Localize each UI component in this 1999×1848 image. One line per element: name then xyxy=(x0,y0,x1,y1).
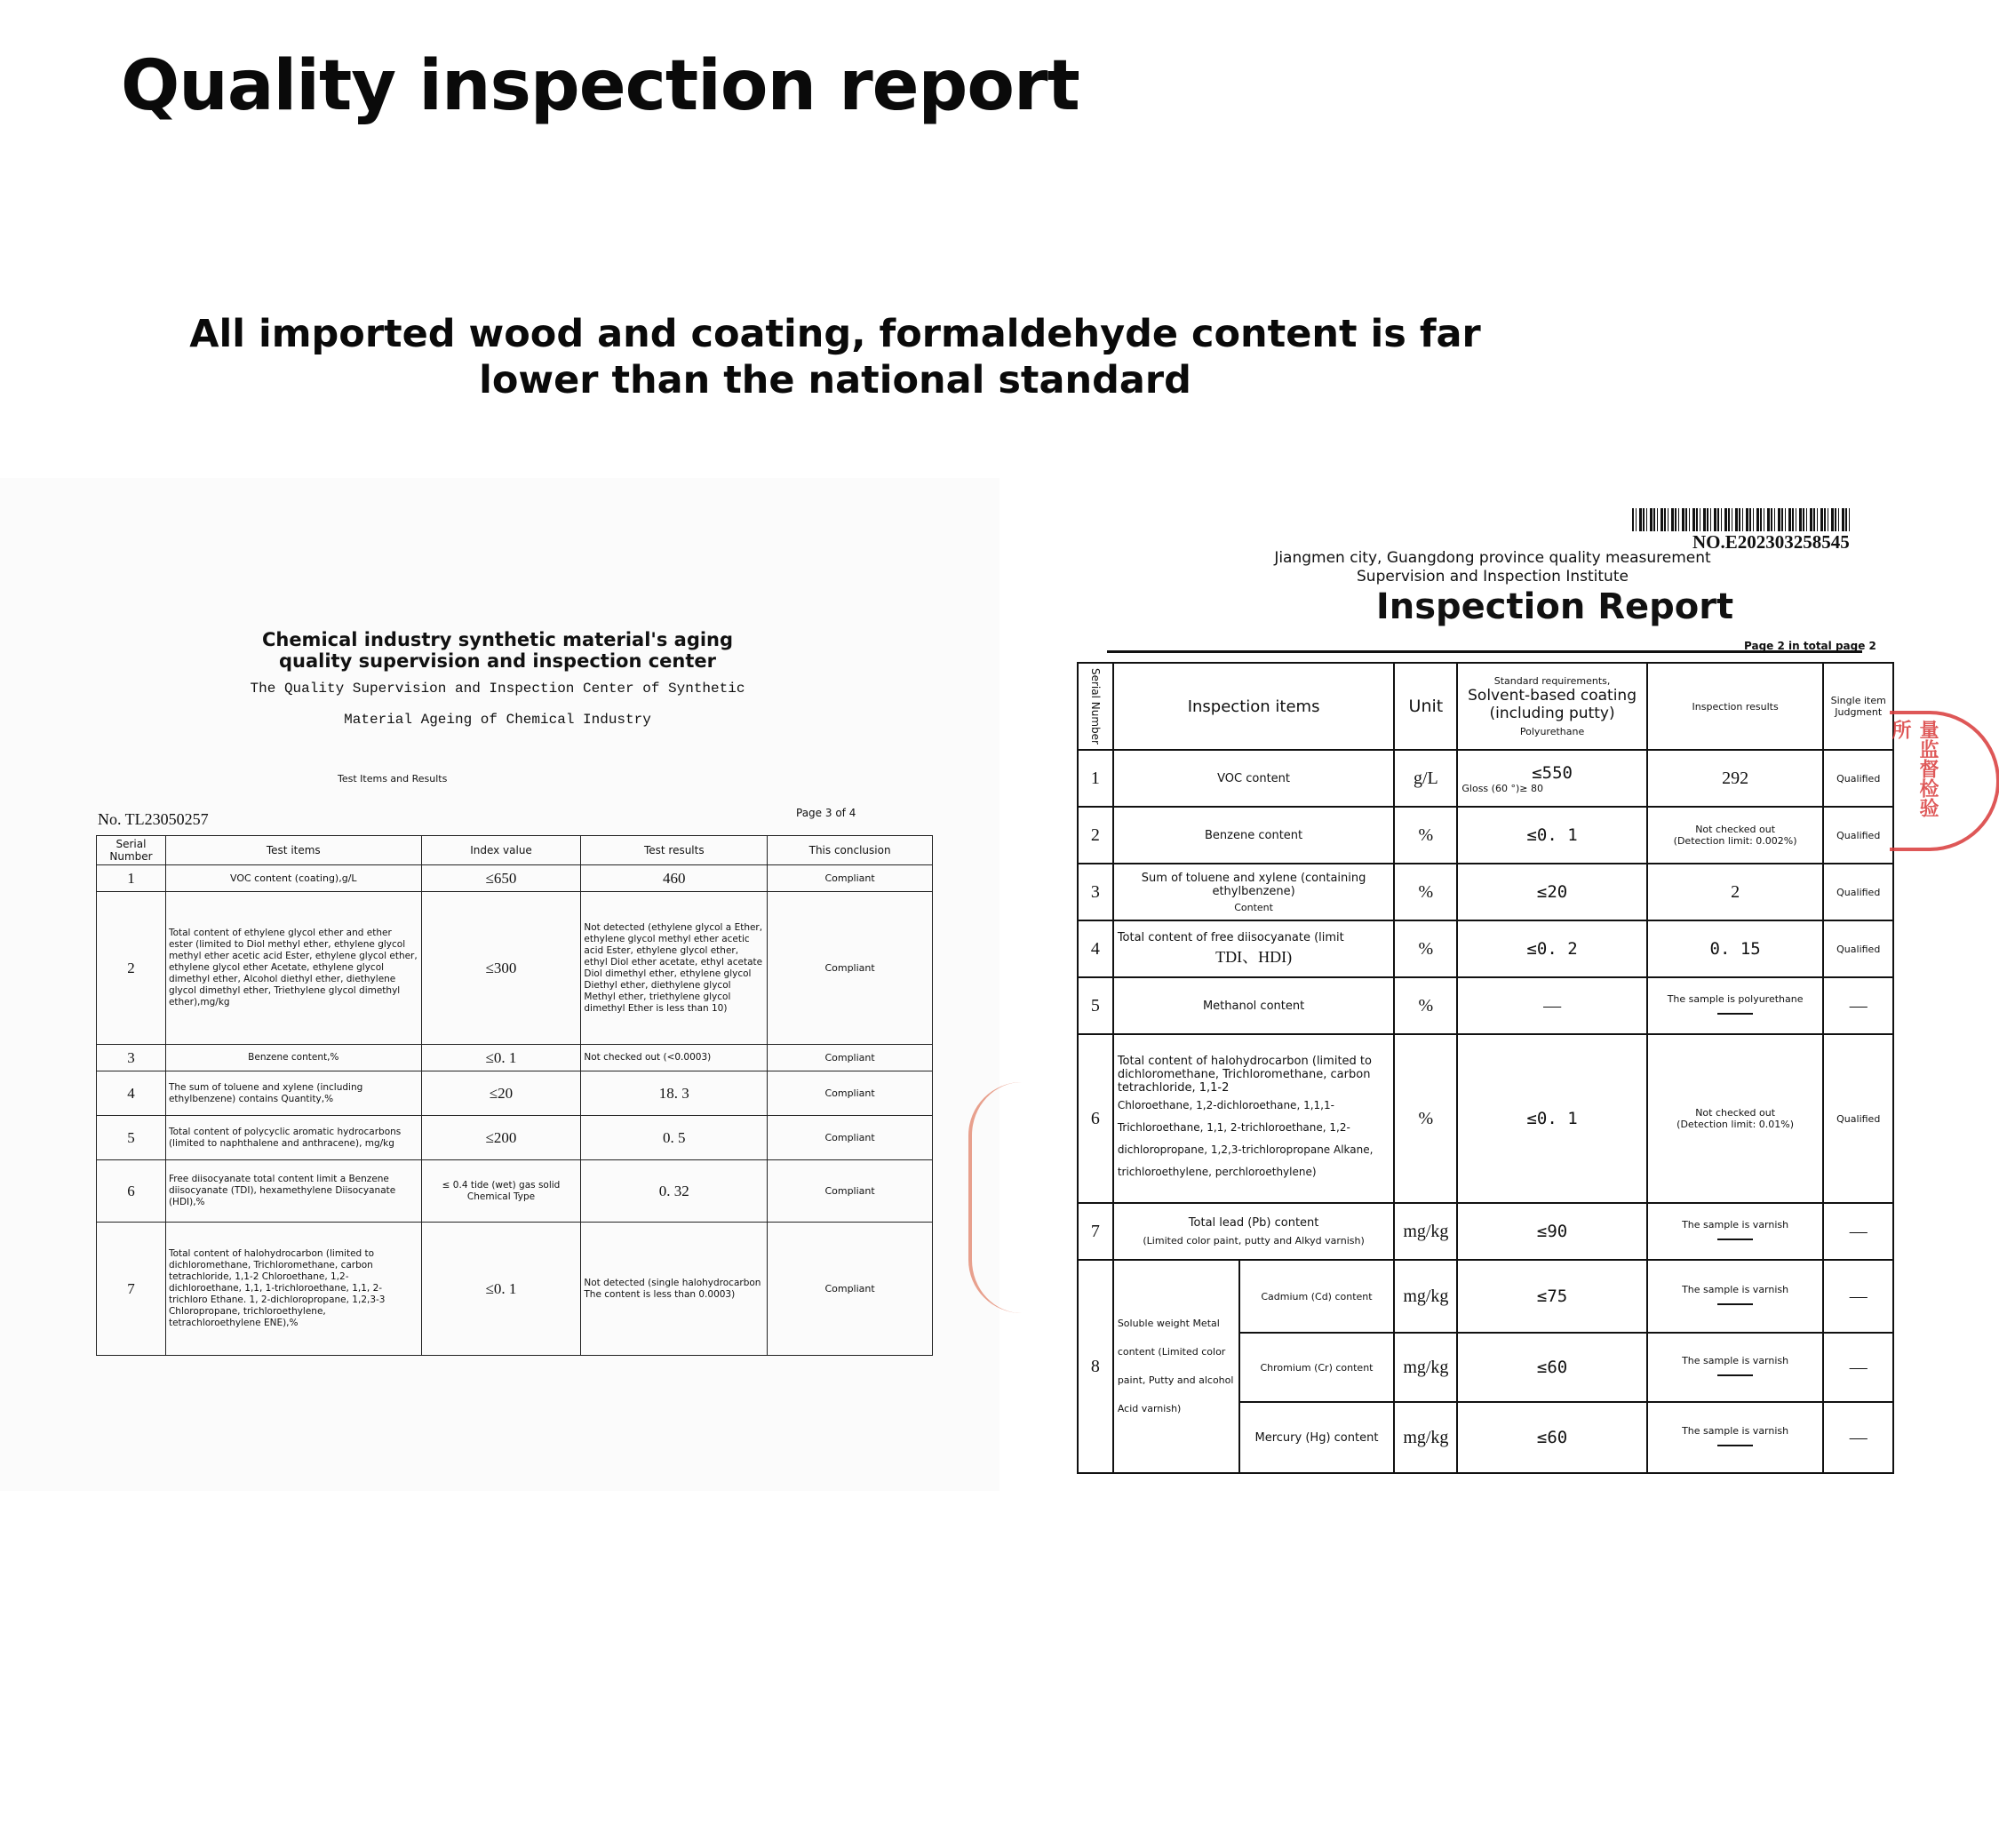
left-org-title: Chemical industry synthetic material's aging quality supervision and inspection center xyxy=(261,629,734,672)
left-org-mono: The Quality Supervision and Inspection Center of Synthetic Material Ageing of Chemical Industry xyxy=(250,681,745,728)
result-note: (Detection limit: 0.002%) xyxy=(1673,835,1797,847)
conclusion-cell: Compliant xyxy=(768,1071,933,1116)
serial-cell: 5 xyxy=(1078,977,1113,1034)
index-cell: ≤0. 1 xyxy=(421,1223,581,1356)
result-cell xyxy=(1647,1203,1824,1260)
conclusion-cell: Compliant xyxy=(768,892,933,1045)
unit-cell: mg/kg xyxy=(1394,1402,1457,1473)
unit-cell: mg/kg xyxy=(1394,1203,1457,1260)
result-cell xyxy=(1647,1034,1824,1203)
index-cell: ≤0. 1 xyxy=(421,1045,581,1071)
serial-cell: 2 xyxy=(1078,807,1113,864)
table-row xyxy=(1078,1203,1893,1260)
table-row xyxy=(1078,864,1893,920)
table-row xyxy=(97,1045,933,1071)
table-row xyxy=(97,1223,933,1356)
item-note: (Limited color paint, putty and Alkyd varnish) xyxy=(1143,1235,1365,1247)
divider xyxy=(1107,650,1862,653)
item-note: Content xyxy=(1234,901,1273,913)
serial-cell: 7 xyxy=(1078,1203,1113,1260)
table-header-row xyxy=(97,836,933,865)
serial-cell: 6 xyxy=(97,1160,166,1223)
table-row xyxy=(97,865,933,892)
serial-cell: 8 xyxy=(1078,1260,1113,1473)
right-results-table xyxy=(1077,662,1894,1474)
item-cell: VOC content xyxy=(1113,750,1395,807)
dash-line xyxy=(1717,1303,1753,1305)
standard-cell: — xyxy=(1457,977,1646,1034)
conclusion-cell: Compliant xyxy=(768,1116,933,1160)
table-row xyxy=(97,892,933,1045)
serial-cell: 4 xyxy=(1078,920,1113,977)
right-org-name: Jiangmen city, Guangdong province quality measurement Supervision and Inspection Institute xyxy=(1274,549,1711,585)
item-text: Sum of toluene and xylene (containing ethylbenzene) xyxy=(1141,871,1366,898)
col-unit: Unit xyxy=(1394,663,1457,750)
item-cell: Total content of halohydrocarbon (limited to dichloromethane, Trichloromethane, carbon tetrachloride, 1,1-2 Chloroethane, 1,2-dichloroethane, 1,1, 1-trichloroethane, 1,1, 2-trichloro Ethane. 1, 2-dichloropropane, 1,2,3-3 Chloropropane, trichloroethylene, tetrachloroethylene ENE),% xyxy=(165,1223,421,1356)
item-cell: Benzene content xyxy=(1113,807,1395,864)
result-cell: 0. 15 xyxy=(1647,920,1824,977)
item-cell: Total content of polycyclic aromatic hydrocarbons (limited to naphthalene and anthracene), mg/kg xyxy=(165,1116,421,1160)
standard-cell: ≤0. 1 xyxy=(1457,1034,1646,1203)
right-report-scan xyxy=(1075,498,1999,1493)
table-row xyxy=(1078,807,1893,864)
page-title: Quality inspection report xyxy=(121,46,1079,126)
result-cell xyxy=(1647,1333,1824,1402)
col-standard xyxy=(1457,663,1646,750)
conclusion-cell: Compliant xyxy=(768,1223,933,1356)
table-row xyxy=(1078,977,1893,1034)
standard-cell xyxy=(1457,750,1646,807)
result-note: (Detection limit: 0.01%) xyxy=(1676,1119,1795,1130)
unit-cell: mg/kg xyxy=(1394,1260,1457,1333)
result-text: Not checked out xyxy=(1695,1107,1776,1119)
judge-cell: — xyxy=(1823,1203,1893,1260)
item-cell xyxy=(1113,1034,1395,1203)
result-cell: 292 xyxy=(1647,750,1824,807)
serial-cell: 3 xyxy=(1078,864,1113,920)
item-cell: VOC content (coating),g/L xyxy=(165,865,421,892)
item-cell: Chromium (Cr) content xyxy=(1239,1333,1395,1402)
item-cell xyxy=(1113,864,1395,920)
standard-cell: ≤60 xyxy=(1457,1402,1646,1473)
col-conclusion: This conclusion xyxy=(768,836,933,865)
result-cell: Not checked out (<0.0003) xyxy=(581,1045,768,1071)
item-cell: Cadmium (Cd) content xyxy=(1239,1260,1395,1333)
table-row xyxy=(97,1160,933,1223)
index-cell: ≤200 xyxy=(421,1116,581,1160)
col-judgment: Single item Judgment xyxy=(1823,663,1893,750)
right-report-title: Inspection Report xyxy=(1375,586,1734,627)
serial-cell: 5 xyxy=(97,1116,166,1160)
seal-stamp-left xyxy=(968,1082,1025,1313)
result-cell: 0. 5 xyxy=(581,1116,768,1160)
unit-cell: mg/kg xyxy=(1394,1333,1457,1402)
right-page-number: Page 2 in total page 2 xyxy=(1744,640,1876,652)
dash-line xyxy=(1717,1239,1753,1240)
result-text: The sample is varnish xyxy=(1682,1425,1789,1437)
standard-label: Standard requirements, xyxy=(1493,675,1611,687)
result-cell: Not detected (single halohydrocarbon The content is less than 0.0003) xyxy=(581,1223,768,1356)
table-row xyxy=(1078,920,1893,977)
table-row xyxy=(1078,1260,1893,1333)
conclusion-cell: Compliant xyxy=(768,865,933,892)
item-cell xyxy=(1113,920,1395,977)
standard-note: Gloss (60 °)≥ 80 xyxy=(1461,782,1543,794)
judge-cell: Qualified xyxy=(1823,864,1893,920)
judge-cell: Qualified xyxy=(1823,807,1893,864)
unit-cell: % xyxy=(1394,977,1457,1034)
result-cell: Not detected (ethylene glycol a Ether, ethylene glycol methyl ether acetic acid Ester, ethylene glycol ether, ethyl Diol ether acetate, ethyl acetate Diol dimethyl ether, ethylene glycol Diethyl ether, diethylene glycol Methyl ether, triethylene glycol dimethyl Ether is less than 10) xyxy=(581,892,768,1045)
subtitle: All imported wood and coating, formaldehyde content is far lower than the national standard xyxy=(189,312,1481,402)
judge-cell: Qualified xyxy=(1823,750,1893,807)
serial-cell: 4 xyxy=(97,1071,166,1116)
item-note: Chloroethane, 1,2-dichloroethane, 1,1,1- Trichloroethane, 1,1, 2-trichloroethane, 1,2-dichloropropane, 1,2,3-trichloropropane Alkane, trichloroethylene, perchloroethylene) xyxy=(1117,1098,1374,1178)
left-page-number: Page 3 of 4 xyxy=(796,807,856,819)
standard-cell: ≤75 xyxy=(1457,1260,1646,1333)
col-test-results: Test results xyxy=(581,836,768,865)
item-cell xyxy=(1113,1203,1395,1260)
result-cell: 2 xyxy=(1647,864,1824,920)
result-cell xyxy=(1647,1402,1824,1473)
unit-cell: % xyxy=(1394,807,1457,864)
item-text: Total content of halohydrocarbon (limited to dichloromethane, Trichloromethane, carbon tetrachloride, 1,1-2 xyxy=(1117,1054,1372,1095)
result-text: Not checked out xyxy=(1695,824,1776,835)
conclusion-cell: Compliant xyxy=(768,1045,933,1071)
col-index-value: Index value xyxy=(421,836,581,865)
result-cell: 460 xyxy=(581,865,768,892)
table-row xyxy=(1078,750,1893,807)
item-cell: Methanol content xyxy=(1113,977,1395,1034)
judge-cell: — xyxy=(1823,1260,1893,1333)
left-results-table xyxy=(96,835,933,1356)
result-text: The sample is varnish xyxy=(1682,1219,1789,1231)
dash-line xyxy=(1717,1013,1753,1015)
left-report-scan xyxy=(0,478,1000,1491)
serial-cell: 6 xyxy=(1078,1034,1113,1203)
judge-cell: — xyxy=(1823,1402,1893,1473)
item-cell: Benzene content,% xyxy=(165,1045,421,1071)
standard-value: ≤550 xyxy=(1532,762,1573,783)
serial-cell: 1 xyxy=(97,865,166,892)
table-row xyxy=(97,1116,933,1160)
col-inspection-items: Inspection items xyxy=(1113,663,1395,750)
seal-stamp-text: 量监督检验所 xyxy=(1889,720,1939,817)
col-results: Inspection results xyxy=(1647,663,1824,750)
item-cell: Free diisocyanate total content limit a Benzene diisocyanate (TDI), hexamethylene Diisocyanate (HDI),% xyxy=(165,1160,421,1223)
item-cell: Mercury (Hg) content xyxy=(1239,1402,1395,1473)
right-report-number: NO.E202303258545 xyxy=(1692,531,1850,553)
judge-cell: — xyxy=(1823,977,1893,1034)
judge-cell: — xyxy=(1823,1333,1893,1402)
standard-sub2: Polyurethane xyxy=(1519,726,1585,737)
col-serial: Serial Number xyxy=(1078,663,1113,750)
item-text: Total content of free diisocyanate (limit xyxy=(1117,930,1344,944)
result-text: The sample is varnish xyxy=(1682,1355,1789,1366)
index-cell: ≤300 xyxy=(421,892,581,1045)
table-row xyxy=(1078,1034,1893,1203)
dash-line xyxy=(1717,1445,1753,1446)
conclusion-cell: Compliant xyxy=(768,1160,933,1223)
unit-cell: g/L xyxy=(1394,750,1457,807)
item-text: Total lead (Pb) content xyxy=(1188,1216,1319,1230)
left-section-title: Test Items and Results xyxy=(338,773,448,785)
item-note: TDI、HDI) xyxy=(1215,947,1293,966)
standard-sub: Solvent-based coating (including putty) xyxy=(1468,687,1637,722)
group-cell: Soluble weight Metal content (Limited color paint, Putty and alcohol Acid varnish) xyxy=(1113,1260,1239,1473)
serial-cell: 1 xyxy=(1078,750,1113,807)
result-cell xyxy=(1647,977,1824,1034)
judge-cell: Qualified xyxy=(1823,920,1893,977)
judge-cell: Qualified xyxy=(1823,1034,1893,1203)
standard-cell: ≤20 xyxy=(1457,864,1646,920)
index-cell: ≤650 xyxy=(421,865,581,892)
result-cell: 0. 32 xyxy=(581,1160,768,1223)
item-cell: The sum of toluene and xylene (including ethylbenzene) contains Quantity,% xyxy=(165,1071,421,1116)
standard-cell: ≤90 xyxy=(1457,1203,1646,1260)
index-cell: ≤ 0.4 tide (wet) gas solid Chemical Type xyxy=(421,1160,581,1223)
serial-cell: 7 xyxy=(97,1223,166,1356)
standard-cell: ≤0. 2 xyxy=(1457,920,1646,977)
serial-cell: 3 xyxy=(97,1045,166,1071)
unit-cell: % xyxy=(1394,864,1457,920)
col-test-items: Test items xyxy=(165,836,421,865)
table-row xyxy=(97,1071,933,1116)
left-report-number: No. TL23050257 xyxy=(98,810,209,828)
table-header-row xyxy=(1078,663,1893,750)
result-text: The sample is polyurethane xyxy=(1667,993,1804,1005)
index-cell: ≤20 xyxy=(421,1071,581,1116)
item-cell: Total content of ethylene glycol ether and ether ester (limited to Diol methyl ether, ethylene glycol methyl ether acetic acid Ester, ethylene glycol ether, ethylene glycol ether Acetate, ethylene glycol dimethyl ether, Alcohol diethyl ether, diethylene glycol dimethyl ether, Triethylene glycol dimethyl ether),mg/kg xyxy=(165,892,421,1045)
standard-cell: ≤0. 1 xyxy=(1457,807,1646,864)
result-cell xyxy=(1647,1260,1824,1333)
serial-cell: 2 xyxy=(97,892,166,1045)
standard-cell: ≤60 xyxy=(1457,1333,1646,1402)
unit-cell: % xyxy=(1394,1034,1457,1203)
dash-line xyxy=(1717,1374,1753,1376)
barcode-icon xyxy=(1632,508,1852,531)
result-cell: 18. 3 xyxy=(581,1071,768,1116)
unit-cell: % xyxy=(1394,920,1457,977)
result-text: The sample is varnish xyxy=(1682,1284,1789,1295)
result-cell xyxy=(1647,807,1824,864)
col-serial: Serial Number xyxy=(97,836,166,865)
